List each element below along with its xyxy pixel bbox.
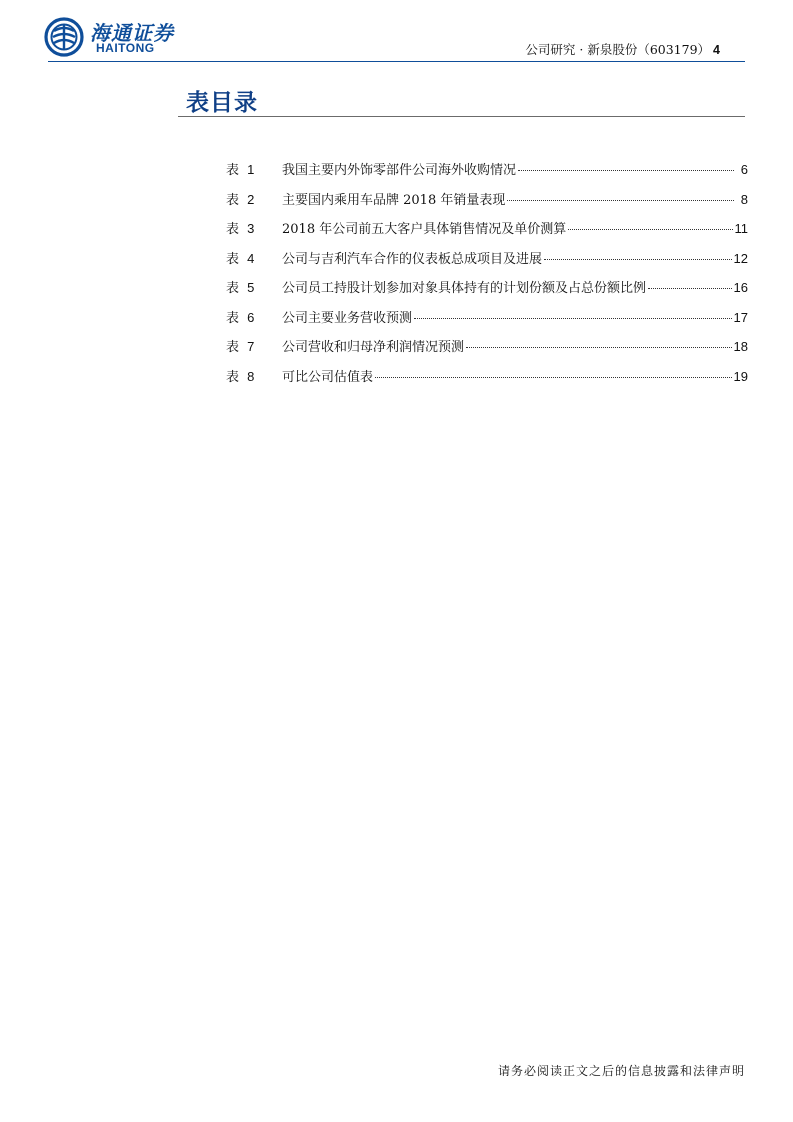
toc-entry-label: [226, 307, 282, 326]
haitong-logo-icon: [44, 17, 84, 57]
toc-label-number: 8: [247, 368, 255, 384]
toc-label-text: 表: [226, 163, 242, 178]
toc-label-text: 表: [226, 340, 242, 355]
toc-entry-label: [226, 277, 282, 296]
toc-label-number: 6: [247, 309, 255, 325]
toc-entry-label: [226, 218, 282, 237]
toc-entry[interactable]: [226, 189, 748, 219]
toc-label-number: 5: [247, 280, 255, 295]
toc-leader-dots: [648, 288, 732, 289]
logo-english-name: HAITONG: [96, 41, 155, 55]
table-of-tables: [226, 159, 748, 395]
legal-disclaimer: 请务必阅读正文之后的信息披露和法律声明: [497, 1064, 745, 1078]
toc-entry-page: 16: [733, 280, 748, 295]
toc-entry-title: 公司员工持股计划参加对象具体持有的计划份额及占总份额比例: [282, 281, 647, 296]
toc-leader-dots: [375, 377, 732, 378]
toc-label-text: 表: [226, 310, 242, 326]
toc-leader-dots: [544, 259, 732, 260]
toc-entry-page: 8: [740, 191, 748, 207]
header-divider: [48, 61, 745, 62]
header-doc-info: [525, 40, 720, 58]
toc-entry-title: 公司主要业务营收预测: [282, 310, 413, 326]
toc-label-text: 表: [226, 369, 242, 385]
page-header: [0, 0, 793, 70]
logo-chinese-name: 海通证券: [90, 21, 174, 45]
toc-entry-label: [226, 248, 282, 267]
toc-entry-label: [226, 159, 282, 178]
toc-label-number: 2: [247, 191, 255, 207]
toc-leader-dots: [414, 318, 732, 319]
toc-leader-dots: [568, 229, 732, 230]
toc-entry-title: 公司营收和归母净利润情况预测: [282, 340, 465, 355]
toc-entry-title: 我国主要内外饰零部件公司海外收购情况: [282, 163, 517, 178]
toc-entry-page: 17: [733, 309, 748, 325]
toc-leader-dots: [507, 200, 734, 201]
toc-label-text: 表: [226, 192, 242, 208]
toc-label-number: 3: [247, 221, 255, 236]
section-title: 表目录: [186, 89, 258, 116]
toc-label-number: 4: [247, 250, 255, 266]
toc-entry[interactable]: [226, 307, 748, 337]
toc-entry[interactable]: [226, 336, 748, 366]
toc-entry[interactable]: [226, 366, 748, 396]
toc-leader-dots: [466, 347, 732, 348]
toc-entry[interactable]: [226, 218, 748, 248]
toc-entry-page: 11: [734, 221, 748, 236]
toc-entry-title: 2018 年公司前五大客户具体销售情况及单价测算: [282, 222, 567, 237]
toc-entry-title: 公司与吉利汽车合作的仪表板总成项目及进展: [282, 251, 543, 267]
toc-entry-label: [226, 366, 282, 385]
toc-label-number: 7: [247, 339, 255, 354]
doc-info-text: 公司研究 · 新泉股份（603179）: [525, 42, 711, 57]
toc-label-text: 表: [226, 251, 242, 267]
toc-label-text: 表: [226, 222, 242, 237]
toc-entry-label: [226, 336, 282, 355]
toc-entry-title: 可比公司估值表: [282, 369, 374, 385]
toc-entry[interactable]: [226, 159, 748, 189]
toc-label-text: 表: [226, 281, 242, 296]
toc-entry[interactable]: [226, 248, 748, 278]
haitong-logo: [44, 17, 194, 61]
page-number: 4: [713, 43, 720, 57]
toc-entry-label: [226, 189, 282, 208]
toc-entry-page: 6: [740, 162, 748, 177]
toc-entry-page: 18: [733, 339, 748, 354]
toc-entry-page: 12: [733, 250, 748, 266]
toc-entry-title: 主要国内乘用车品牌 2018 年销量表现: [282, 192, 506, 208]
toc-entry-page: 19: [733, 368, 748, 384]
title-divider: [178, 116, 745, 117]
toc-leader-dots: [518, 170, 734, 171]
toc-label-number: 1: [247, 162, 255, 177]
toc-entry[interactable]: [226, 277, 748, 307]
